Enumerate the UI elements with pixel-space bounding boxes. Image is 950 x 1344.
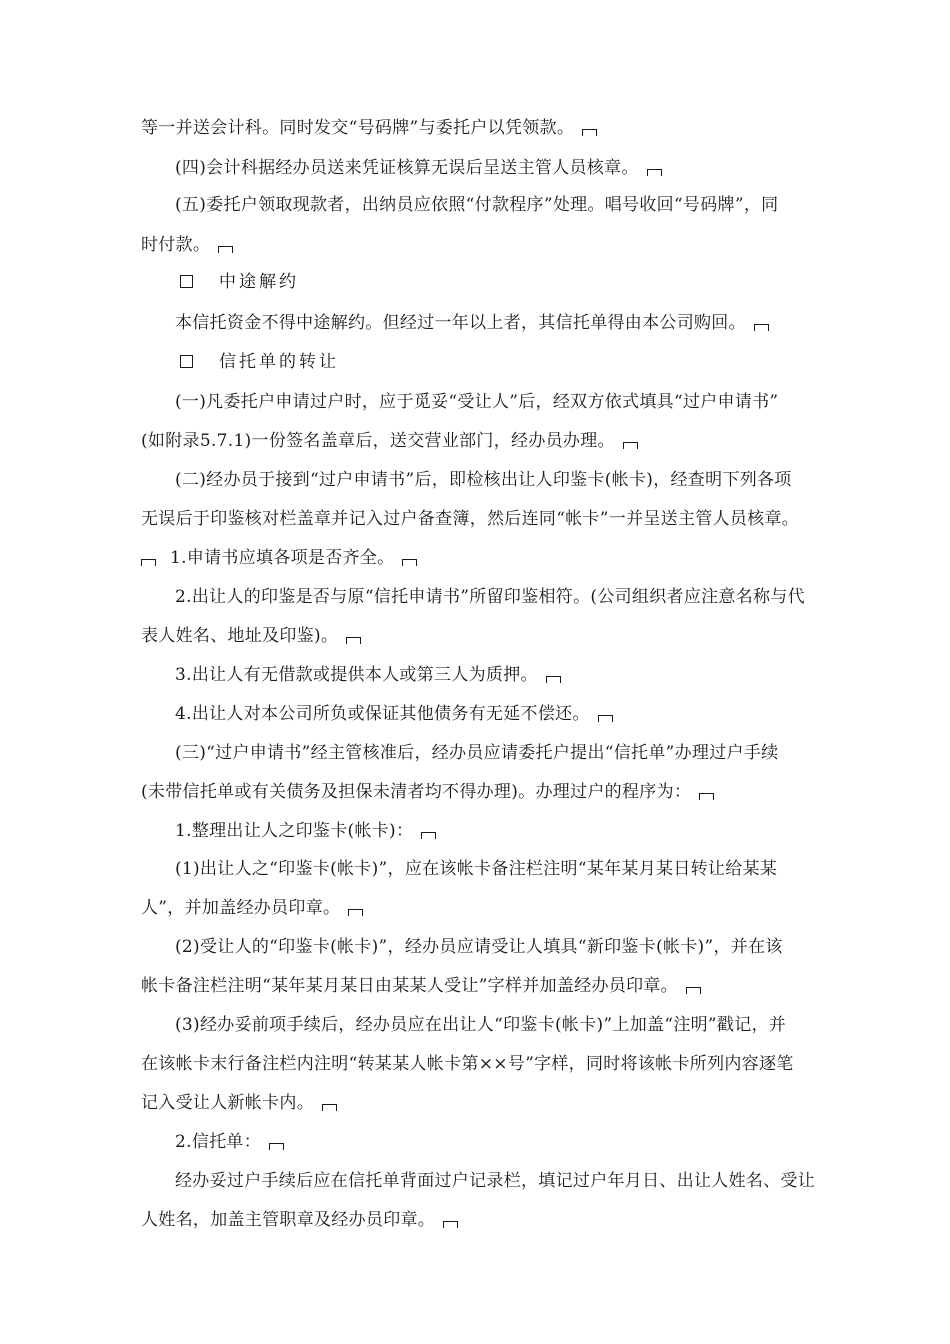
text-line: 记入受让人新帐卡内。: [141, 1091, 337, 1115]
text-line: 表人姓名、地址及印鉴)。: [141, 624, 361, 648]
text-line: 4.出让人对本公司所负或保证其他债务有无延不偿还。: [175, 702, 613, 726]
paragraph-mark-icon: [322, 1104, 337, 1111]
text-line: 时付款。: [141, 233, 233, 257]
text-line: 2.信托单：: [175, 1130, 284, 1154]
checkbox-square-icon: [180, 275, 193, 288]
text-line: (未带信托单或有关债务及担保未清者均不得办理)。办理过户的程序为：: [141, 780, 714, 804]
checkbox-square-icon: [180, 355, 193, 368]
paragraph-mark-icon: [218, 246, 233, 253]
text-line: 2.出让人的印鉴是否与原“信托申请书”所留印鉴相符。(公司组织者应注意名称与代: [175, 587, 805, 607]
text-line: 无误后于印鉴核对栏盖章并记入过户备查簿，然后连同“帐卡”一并呈送主管人员核章。: [141, 509, 800, 529]
paragraph-mark-icon: [647, 169, 662, 176]
text-line: 在该帐卡末行备注栏内注明“转某某人帐卡第××号”字样，同时将该帐卡所列内容逐笔: [141, 1054, 794, 1074]
text-line: 本信托资金不得中途解约。但经过一年以上者，其信托单得由本公司购回。: [175, 311, 769, 335]
paragraph-mark-icon: [269, 1143, 284, 1150]
paragraph-mark-icon: [754, 324, 769, 331]
paragraph-mark-icon: [699, 793, 714, 800]
paragraph-mark-icon: [443, 1221, 458, 1228]
text-line: 1.整理出让人之印鉴卡(帐卡)：: [175, 819, 436, 843]
paragraph-mark-icon: [546, 676, 561, 683]
text-line: 帐卡备注栏注明“某年某月某日由某某人受让”字样并加盖经办员印章。: [141, 974, 701, 998]
text-line: 人”，并加盖经办员印章。: [141, 896, 363, 920]
paragraph-mark-icon: [402, 559, 417, 566]
text-line: (三)“过户申请书”经主管核准后，经办员应请委托户提出“信托单”办理过户手续: [175, 743, 779, 763]
text-line: 1.申请书应填各项是否齐全。: [141, 546, 417, 570]
section-heading: 中途解约: [180, 270, 299, 294]
paragraph-mark-icon: [346, 637, 361, 644]
paragraph-mark-icon: [582, 129, 597, 136]
text-line: (一)凡委托户申请过户时，应于觅妥“受让人”后，经双方依式填具“过户申请书”: [175, 392, 779, 412]
paragraph-mark-icon: [598, 715, 613, 722]
text-line: (2)受让人的“印鉴卡(帐卡)”，经办员应请受让人填具“新印鉴卡(帐卡)”，并在该: [175, 937, 783, 957]
paragraph-mark-icon: [623, 442, 638, 449]
paragraph-mark-icon: [421, 832, 436, 839]
paragraph-mark-icon: [141, 559, 156, 566]
text-line: 经办妥过户手续后应在信托单背面过户记录栏，填记过户年月日、出让人姓名、受让: [175, 1171, 816, 1191]
text-line: (二)经办员于接到“过户申请书”后，即检核出让人印鉴卡(帐卡)，经查明下列各项: [175, 470, 792, 490]
text-line: 3.出让人有无借款或提供本人或第三人为质押。: [175, 663, 561, 687]
paragraph-mark-icon: [348, 909, 363, 916]
text-line: (1)出让人之“印鉴卡(帐卡)”，应在该帐卡备注栏注明“某年某月某日转让给某某: [175, 859, 778, 879]
text-line: 等一并送会计科。同时发交“号码牌”与委托户以凭领款。: [141, 116, 597, 140]
section-heading: 信托单的转让: [180, 350, 339, 374]
text-line: (如附录5.7.1)一份签名盖章后，送交营业部门，经办员办理。: [141, 429, 638, 453]
text-line: 人姓名，加盖主管职章及经办员印章。: [141, 1208, 458, 1232]
text-line: (四)会计科据经办员送来凭证核算无误后呈送主管人员核章。: [175, 156, 662, 180]
paragraph-mark-icon: [686, 987, 701, 994]
text-line: (五)委托户领取现款者，出纳员应依照“付款程序”处理。唱号收回“号码牌”，同: [175, 195, 779, 215]
text-line: (3)经办妥前项手续后，经办员应在出让人“印鉴卡(帐卡)”上加盖“注明”戳记，并: [175, 1015, 787, 1035]
